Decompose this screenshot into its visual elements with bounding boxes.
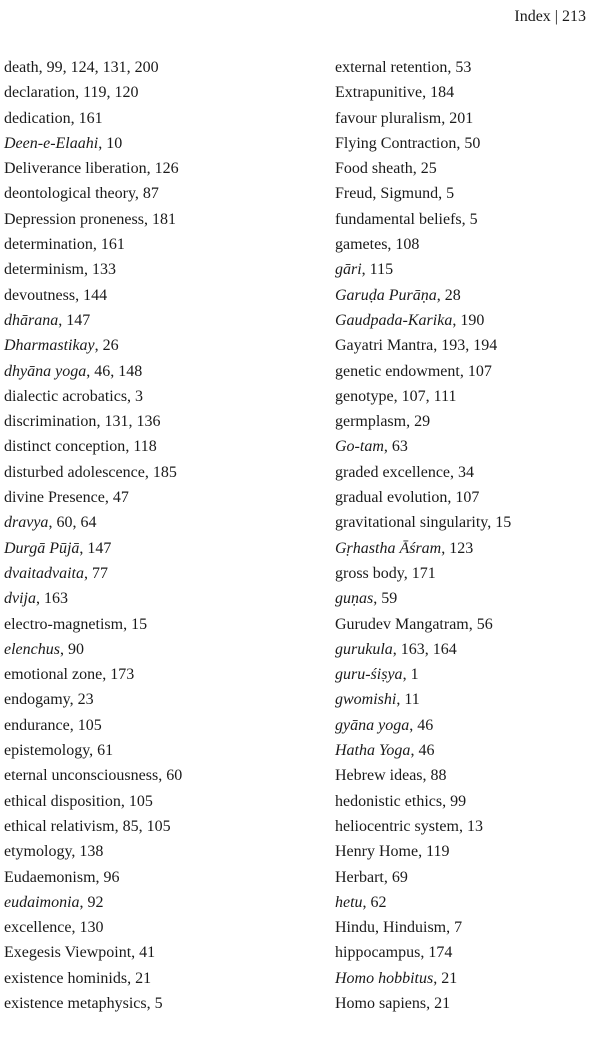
page-references: , 3 xyxy=(127,387,144,405)
index-entry xyxy=(4,561,304,586)
page-references: , 130 xyxy=(71,919,104,937)
index-entry xyxy=(335,637,597,662)
index-entry xyxy=(335,156,597,181)
index-term: emotional zone xyxy=(4,666,103,684)
index-term: etymology xyxy=(4,843,72,861)
index-term: dhyāna yoga xyxy=(4,362,87,380)
page-references: , 29 xyxy=(406,413,431,431)
index-term: divine Presence xyxy=(4,489,105,507)
index-term: Henry Home xyxy=(335,843,419,861)
index-term: existence metaphysics xyxy=(4,994,147,1012)
page-references: , 77 xyxy=(83,564,108,582)
index-entry xyxy=(4,612,304,637)
index-entry xyxy=(335,586,597,611)
index-term: Extrapunitive xyxy=(335,84,423,102)
index-entry xyxy=(4,789,304,814)
index-term: hippocampus xyxy=(335,944,421,962)
page-references: , 21 xyxy=(127,969,152,987)
index-entry xyxy=(4,333,304,358)
index-term: devoutness xyxy=(4,286,76,304)
index-term: Deen-e-Elaahi xyxy=(4,134,99,152)
index-entry xyxy=(335,207,597,232)
index-entry xyxy=(4,359,304,384)
page-references: , 161 xyxy=(70,109,103,127)
page-references: , 90 xyxy=(59,640,84,658)
page-references: , 11 xyxy=(396,691,420,709)
index-term: Exegesis Viewpoint xyxy=(4,944,132,962)
index-column-right xyxy=(335,55,597,1016)
index-term: Food sheath xyxy=(335,160,413,178)
index-term: elenchus xyxy=(4,640,60,658)
index-entry xyxy=(4,763,304,788)
page-references: , 126 xyxy=(146,160,179,178)
index-term: Gaudpada-Karika xyxy=(335,311,453,329)
page-references: , 5 xyxy=(461,210,478,228)
index-term: distinct conception xyxy=(4,438,126,456)
index-entry xyxy=(335,612,597,637)
index-entry xyxy=(335,713,597,738)
index-entry xyxy=(4,283,304,308)
page-references: , 23 xyxy=(69,691,94,709)
index-term: Gurudev Mangatram xyxy=(335,615,469,633)
index-entry xyxy=(335,536,597,561)
index-entry xyxy=(335,359,597,384)
index-term: hedonistic ethics xyxy=(335,792,443,810)
page-references: , 173 xyxy=(102,666,135,684)
index-entry xyxy=(335,232,597,257)
index-term: epistemology xyxy=(4,742,90,760)
page-references: , 181 xyxy=(143,210,176,228)
page-references: , 92 xyxy=(79,893,104,911)
page-references: , 119, 120 xyxy=(75,84,139,102)
index-term: Herbart xyxy=(335,868,384,886)
index-term: heliocentric system xyxy=(335,817,459,835)
index-term: gwomishi xyxy=(335,691,397,709)
index-term: gurukula xyxy=(335,640,393,658)
index-term: Flying Contraction xyxy=(335,134,457,152)
index-term: Freud, Sigmund xyxy=(335,185,439,203)
page-references: , 144 xyxy=(75,286,108,304)
page-references: , 85, 105 xyxy=(114,817,171,835)
running-head: Index | 213 xyxy=(514,8,586,25)
page-references: , 69 xyxy=(383,868,408,886)
index-entry xyxy=(335,662,597,687)
index-term: external retention xyxy=(335,59,448,76)
page-references: , 99 xyxy=(442,792,467,810)
index-term: declaration xyxy=(4,84,76,102)
index-entry xyxy=(335,940,597,965)
page-references: , 99, 124, 131, 200 xyxy=(38,59,159,76)
index-entry xyxy=(335,738,597,763)
page-references: , 46 xyxy=(410,742,435,760)
page-references: , 5 xyxy=(438,185,455,203)
page-references: , 201 xyxy=(441,109,474,127)
index-term: disturbed adolescence xyxy=(4,463,145,481)
index-term: determination xyxy=(4,236,93,254)
page-references: , 41 xyxy=(131,944,156,962)
index-entry xyxy=(4,460,304,485)
page-references: , 184 xyxy=(422,84,455,102)
index-entry xyxy=(4,485,304,510)
index-term: gāri xyxy=(335,261,362,279)
page-references: , 87 xyxy=(134,185,159,203)
page-references: , 108 xyxy=(387,236,420,254)
index-term: germplasm xyxy=(335,413,407,431)
index-entry xyxy=(335,80,597,105)
index-entry xyxy=(335,991,597,1016)
index-entry xyxy=(335,460,597,485)
page-references: , 190 xyxy=(452,311,485,329)
index-term: Depression proneness xyxy=(4,210,144,228)
page-references: , 50 xyxy=(456,134,481,152)
index-entry xyxy=(335,308,597,333)
index-entry xyxy=(4,890,304,915)
index-term: guru-śiṣya xyxy=(335,666,403,684)
index-entry xyxy=(4,738,304,763)
index-entry xyxy=(335,434,597,459)
index-entry xyxy=(4,384,304,409)
page-references: , 62 xyxy=(362,893,387,911)
page-references: , 59 xyxy=(373,590,398,608)
index-entry xyxy=(335,384,597,409)
page-references: , 25 xyxy=(412,160,437,178)
index-entry xyxy=(4,434,304,459)
index-term: determinism xyxy=(4,261,84,279)
page-references: , 96 xyxy=(95,868,120,886)
index-entry xyxy=(4,814,304,839)
index-term: ethical relativism xyxy=(4,817,115,835)
page-references: , 147 xyxy=(79,539,112,557)
page-references: , 46 xyxy=(409,716,434,734)
index-term: Hatha Yoga xyxy=(335,742,411,760)
index-entry xyxy=(335,510,597,535)
index-entry xyxy=(4,106,304,131)
page-references: , 193, 194 xyxy=(433,337,498,355)
index-entry xyxy=(4,687,304,712)
index-term: Deliverance liberation xyxy=(4,160,147,178)
page-references: , 107 xyxy=(459,362,492,380)
index-entry xyxy=(335,814,597,839)
index-entry xyxy=(4,991,304,1016)
index-term: ethical disposition xyxy=(4,792,121,810)
index-entry xyxy=(335,687,597,712)
page-references: , 47 xyxy=(104,489,129,507)
page-references: , 147 xyxy=(58,311,91,329)
page-references: , 105 xyxy=(120,792,153,810)
index-term: Dharmastikay xyxy=(4,337,95,355)
index-term: dhārana xyxy=(4,311,59,329)
index-term: deontological theory xyxy=(4,185,135,203)
index-term: gyāna yoga xyxy=(335,716,410,734)
index-entry xyxy=(4,207,304,232)
index-term: electro-magnetism xyxy=(4,615,124,633)
page-references: , 171 xyxy=(403,564,436,582)
index-term: discrimination xyxy=(4,413,97,431)
page-references: , 138 xyxy=(71,843,104,861)
index-entry xyxy=(4,865,304,890)
index-entry xyxy=(4,536,304,561)
page-references: , 10 xyxy=(98,134,123,152)
index-entry xyxy=(4,713,304,738)
page-references: , 163, 164 xyxy=(392,640,457,658)
page-references: , 56 xyxy=(468,615,493,633)
index-entry xyxy=(4,55,304,80)
index-term: Durgā Pūjā xyxy=(4,539,80,557)
index-entry xyxy=(4,257,304,282)
page-references: , 5 xyxy=(146,994,163,1012)
index-term: dravya xyxy=(4,514,49,532)
index-term: gross body xyxy=(335,564,404,582)
page-references: , 15 xyxy=(487,514,512,532)
index-term: excellence xyxy=(4,919,72,937)
page-references: , 1 xyxy=(402,666,419,684)
page-references: , 61 xyxy=(89,742,114,760)
index-term: Garuḍa Purāṇa xyxy=(335,286,437,304)
page-references: , 123 xyxy=(441,539,474,557)
index-term: death xyxy=(4,59,39,76)
page-references: , 107 xyxy=(447,489,480,507)
page-references: , 46, 148 xyxy=(86,362,143,380)
page-references: , 21 xyxy=(433,969,458,987)
page-references: , 118 xyxy=(125,438,157,456)
index-entry xyxy=(335,839,597,864)
index-entry xyxy=(335,890,597,915)
page-references: , 88 xyxy=(422,767,447,785)
index-term: dedication xyxy=(4,109,71,127)
index-term: graded excellence xyxy=(335,463,451,481)
page-references: , 174 xyxy=(420,944,453,962)
index-entry xyxy=(4,586,304,611)
index-entry xyxy=(335,131,597,156)
index-entry xyxy=(4,308,304,333)
index-term: fundamental beliefs xyxy=(335,210,462,228)
index-term: existence hominids xyxy=(4,969,128,987)
index-entry xyxy=(335,789,597,814)
index-term: genotype xyxy=(335,387,394,405)
page-references: , 34 xyxy=(450,463,475,481)
page-references: , 119 xyxy=(418,843,450,861)
page-references: , 107, 111 xyxy=(393,387,457,405)
index-term: endogamy xyxy=(4,691,70,709)
page-references: , 133 xyxy=(83,261,116,279)
index-column-left xyxy=(4,55,304,1016)
index-entry xyxy=(335,55,597,80)
page-references: , 53 xyxy=(447,59,472,76)
page-references: , 63 xyxy=(383,438,408,456)
index-entry xyxy=(335,915,597,940)
index-term: Hebrew ideas xyxy=(335,767,423,785)
index-term: Eudaemonism xyxy=(4,868,96,886)
page-references: , 163 xyxy=(36,590,68,608)
index-term: Gayatri Mantra xyxy=(335,337,434,355)
index-term: dialectic acrobatics xyxy=(4,387,128,405)
index-entry xyxy=(4,637,304,662)
index-entry xyxy=(4,839,304,864)
index-entry xyxy=(335,865,597,890)
index-entry xyxy=(4,156,304,181)
index-term: dvaitadvaita xyxy=(4,564,84,582)
page-references: , 185 xyxy=(144,463,177,481)
index-entry xyxy=(335,966,597,991)
index-term: Go-tam xyxy=(335,438,384,456)
index-entry xyxy=(4,409,304,434)
page-references: , 15 xyxy=(123,615,148,633)
index-term: gravitational singularity xyxy=(335,514,488,532)
index-entry xyxy=(335,561,597,586)
page-references: , 161 xyxy=(92,236,125,254)
index-entry xyxy=(4,662,304,687)
index-term: dvija xyxy=(4,590,36,608)
page-references: , 7 xyxy=(446,919,463,937)
index-term: favour pluralism xyxy=(335,109,442,127)
page-references: , 21 xyxy=(426,994,451,1012)
index-term: Gṛhastha Āśram xyxy=(335,539,442,557)
index-term: genetic endowment xyxy=(335,362,460,380)
page-references: , 13 xyxy=(458,817,483,835)
index-entry xyxy=(4,915,304,940)
index-entry xyxy=(4,940,304,965)
index-term: guṇas xyxy=(335,590,374,608)
index-entry xyxy=(335,485,597,510)
page-references: , 105 xyxy=(69,716,102,734)
index-entry xyxy=(4,181,304,206)
index-entry xyxy=(335,409,597,434)
index-entry xyxy=(335,283,597,308)
index-entry xyxy=(335,763,597,788)
index-term: gametes xyxy=(335,236,388,254)
index-term: Homo sapiens xyxy=(335,994,427,1012)
index-entry xyxy=(4,80,304,105)
page-references: , 60 xyxy=(158,767,183,785)
page-references: , 131, 136 xyxy=(96,413,161,431)
index-entry xyxy=(335,181,597,206)
index-term: endurance xyxy=(4,716,70,734)
page-references: , 60, 64 xyxy=(48,514,97,532)
index-term: Hindu, Hinduism xyxy=(335,919,447,937)
index-term: Homo hobbitus xyxy=(335,969,434,987)
index-entry xyxy=(4,131,304,156)
index-term: hetu xyxy=(335,893,363,911)
page-references: , 28 xyxy=(436,286,461,304)
index-entry xyxy=(335,333,597,358)
page-references: , 26 xyxy=(94,337,119,355)
index-entry xyxy=(4,510,304,535)
index-entry xyxy=(335,257,597,282)
index-term: gradual evolution xyxy=(335,489,448,507)
index-term: eudaimonia xyxy=(4,893,80,911)
index-entry xyxy=(335,106,597,131)
index-entry xyxy=(4,966,304,991)
page-references: , 115 xyxy=(361,261,394,279)
index-term: eternal unconsciousness xyxy=(4,767,159,785)
index-entry xyxy=(4,232,304,257)
